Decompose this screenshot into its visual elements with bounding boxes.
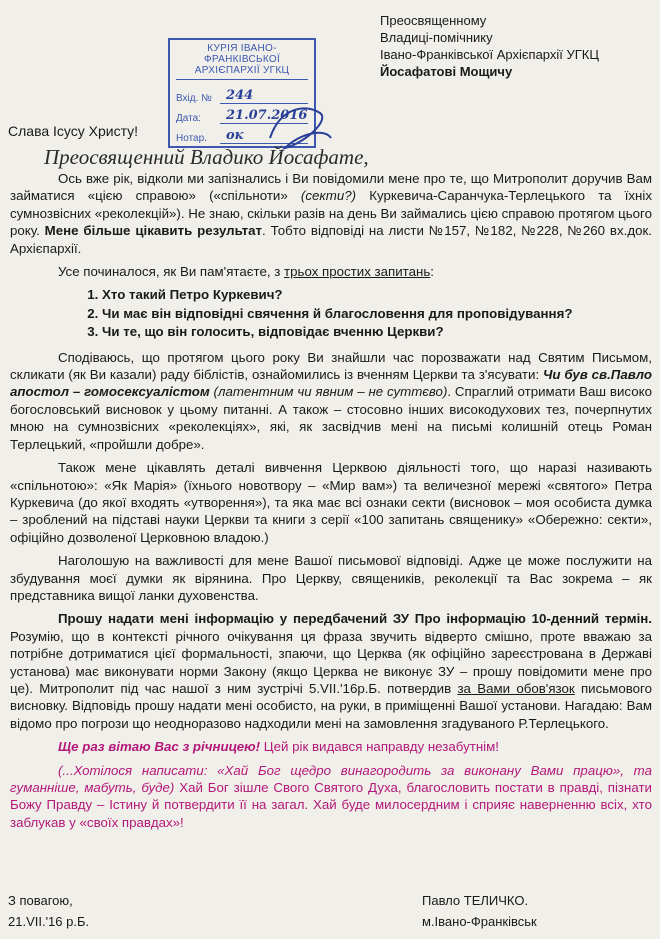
paragraph-2 [10, 263, 652, 280]
stamp-label-notar: Нотар. [176, 133, 207, 144]
paragraph-7 [10, 738, 652, 755]
author-name: Павло ТЕЛИЧКО. [422, 893, 529, 908]
stamp-header-line-1: КУРІЯ ІВАНО-ФРАНКІВСЬКОЇ [203, 43, 281, 65]
p1-text-c: . Тобто відповіді на листи №157, №182, №228, №260 вх.док. Архієпархії. [10, 223, 652, 256]
signoff-right [422, 890, 537, 932]
p6-underline: за Вами обов'язок [457, 680, 575, 696]
signoff-left [8, 890, 89, 932]
addressee-line-1: Преосвященному [380, 13, 487, 28]
paragraph-6 [10, 610, 652, 732]
letter-body [10, 170, 652, 837]
paragraph-3 [10, 349, 652, 453]
closing-phrase: З повагою, [8, 893, 73, 908]
stamp-header [176, 43, 308, 80]
p2-text-b: : [430, 264, 434, 280]
p3-text-a: Сподіваюсь, що протягом цього року Ви знайшли час порозважати над Святим Письмом, скликати (як Ви казали) раду біблістів, ознайомились із вченням Церкви та з'ясувати: [10, 349, 652, 383]
p6-bold: Прошу надати мені інформацію у передбачений ЗУ Про інформацію 10-денний термін. [58, 611, 652, 627]
stamp-label-number: Вхід. № [176, 93, 212, 104]
p1-text-b: Куркевича-Саранчука-Терлецького та їхніх сумнозвісних «реколекцій»). Не знаю, скільки разів на день Ви займались цією справою протягом цього року. [10, 188, 652, 239]
p6-text-b: письмового висновку. Відповідь прошу надати мені особисто, на руки, в приміщенні Вашої установи. Нагадаю: Вам відомо про погрози що неодноразово надходили мені на замовлення згадуваного Р.Терлецького. [10, 680, 652, 731]
stamp-value-notar: ок [220, 128, 308, 144]
addressee-line-3: Івано-Франківської Архієпархії УГКЦ [380, 47, 599, 62]
questions-list [10, 286, 652, 340]
p1-bold: Мене більше цікавить результат [44, 223, 263, 239]
stamp-value-number: 244 [220, 88, 308, 104]
p2-text-a: Усе починалося, як Ви пам'ятаєте, з [58, 264, 285, 280]
stamp-label-date: Дата: [176, 113, 201, 124]
greeting: Слава Ісусу Христу! [8, 123, 139, 139]
salutation: Преосвященний Владико Йосафате, [44, 145, 369, 169]
question-item: 1. Хто такий Петро Куркевич? [102, 286, 652, 303]
p7-bold-italic: Ще раз вітаю Вас з річницею! [58, 739, 261, 755]
paragraph-5: Наголошую на важливості для мене Вашої письмової відповіді. Адже це може послужити на збудування моєї думки як вірянина. Про Церкву, священиків, реколекції та Вас зокрема – як представника вищої ланки духовенства. [10, 553, 652, 603]
p7-text-a: Цей рік видався направду незабутнім! [260, 739, 499, 755]
paragraph-8 [10, 762, 652, 832]
p3-italic: (латентним чи явним – не суттєво) [209, 384, 448, 400]
stamp-header-line-2: АРХІЄПАРХІЇ УГКЦ [194, 65, 290, 76]
p1-italic: (секти?) [300, 188, 357, 204]
question-item: 2. Чи має він відповідні свячення й благословення для проповідування? [102, 305, 652, 322]
p3-bold-italic: Чи був св.Павло апостол – гомосексуалістом [10, 367, 652, 400]
p8-italic: (...Хотілося написати: «Хай Бог щедро винагородить за виконану Вами працю», та гуманніше, мабуть, буде) [10, 762, 652, 795]
addressee-line-4: Йосафатові Мощичу [380, 64, 513, 79]
paragraph-4: Також мене цікавлять деталі вивчення Церквою діяльності того, що наразі називають «спільнотою»: «Як Марія» (їхнього новотвору – «Мир вам») та величезної мережі «святого» Петра Куркевича (до якої входять «утворення»), та яка має всі ознаки секти (висновок – моя особиста думка – зроблений на підставі науки Церкви та книги з серії «100 запитань священику» «Обережно: секти», офіційно дозволеної Церковною владою.) [10, 460, 652, 545]
author-city: м.Івано-Франківськ [422, 914, 537, 929]
p3-text-b: . Спраглий отримати Ваш високо богословський висновок у цьому питанні. А також – стосовно інших високодухових тез, почерпнутих мною на сумнозвісних «реколекціях», які, як засвідчив мені на письмі колишній отець Роман Терлецький, «пройшли добре». [10, 384, 652, 452]
registration-stamp [168, 38, 316, 148]
stamp-value-date: 21.07.2016 [220, 108, 308, 124]
p1-text-a: Ось вже рік, відколи ми запізнались і Ви повідомили мене про те, що Митрополит доручив Вам займатися «цією справою» («спільноти» [10, 171, 652, 204]
paragraph-1 [10, 170, 652, 257]
addressee-line-2: Владиці-помічнику [380, 30, 493, 45]
p6-text-a: Розумію, що в контексті річного очікування ця фраза звучить відверто смішно, проте вважаю за потрібне дотриматися цієї формальності, зпаючи, що Церква (як офіційно зареєстрована в Державі установа) має виконувати норми Закону (якщо Церква не виконує ЗУ – прошу повідомити мене про це). Митрополит під час нашої з ним зустрічі 5.VII.'16р.Б. потвердив [10, 628, 652, 696]
p8-text-a: Хай Бог зішле Свого Святого Духа, благословить постати в правді, пізнати Божу Правду – Істину й потвердити її на загал. Хай буде милосердним і сприяє наверненню всіх, хто заблукав у «своїх правдах»! [10, 780, 652, 830]
letter-date: 21.VII.'16 р.Б. [8, 914, 90, 929]
question-item: 3. Чи те, що він голосить, відповідає вченню Церкви? [102, 323, 652, 340]
p2-underline: трьох простих запитань [284, 264, 431, 280]
addressee-block [380, 12, 650, 80]
